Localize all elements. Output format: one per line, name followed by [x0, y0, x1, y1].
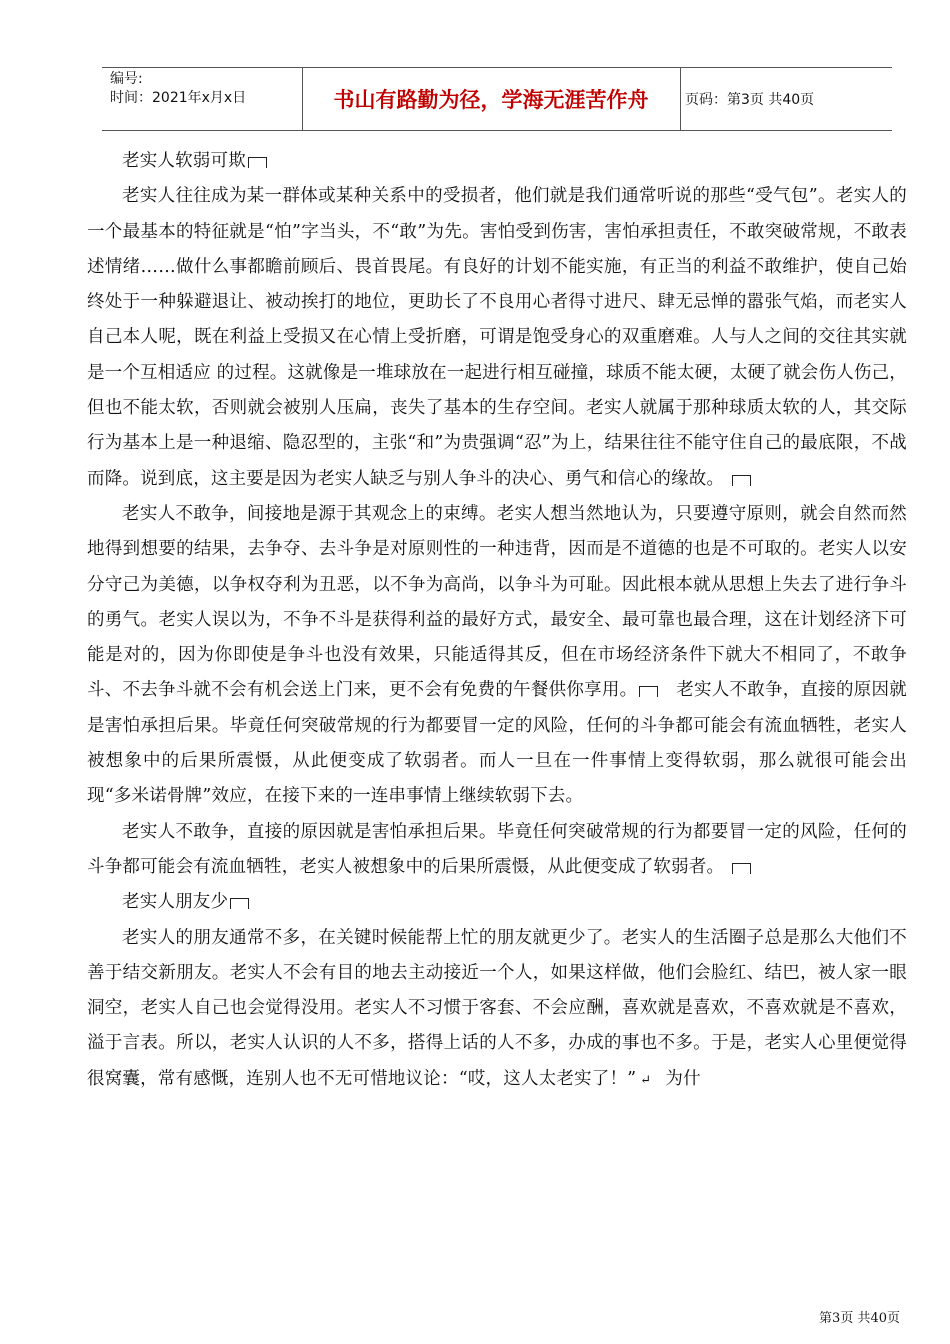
- paragraph: 老实人往往成为某一群体或某种关系中的受损者，他们就是我们通常听说的那些“受气包”。老实人的一个最基本的特征就是“怕”字当头，不“敢”为先。害怕受到伤害，害怕承担责任，不敢突破常规，不敢表述情绪……做什么事都瞻前顾后、畏首畏尾。有良好的计划不能实施，有正当的利益不敢维护，使自己始终处于一种躲避退让、被动挨打的地位，更助长了不良用心者得寸进尺、肆无忌惮的嚣张气焰，而老实人自己本人呢，既在利益上受损又在心情上受折磨，可谓是饱受身心的双重磨难。人与人之间的交往其实就是一个互相适应 的过程。这就像是一堆球放在一起进行相互碰撞，球质不能太硬，太硬了就会伤人伤己，但也不能太软，否则就会被别人压扁，丧失了基本的生存空间。老实人就属于那种球质太软的人，其交际行为基本上是一种退缩、隐忍型的，主张“和”为贵强调“忍”为上，结果往往不能守住自己的最底限，不战而降。说到底，这主要是因为老实人缺乏与别人争斗的决心、勇气和信心的缘故。: [87, 186, 907, 489]
- number-label: 编号:: [110, 71, 143, 87]
- page-footer: 第3页 共40页: [819, 1311, 900, 1326]
- header-divider: [302, 68, 303, 130]
- document-body: [87, 144, 907, 1098]
- paragraph: 老实人的朋友通常不多，在关键时候能帮上忙的朋友就更少了。老实人的生活圈子总是那么大他们不善于结交新朋友。老实人不会有目的地去主动接近一个人，如果这样做，他们会脸红、结巴，被人家一眼洞空，老实人自己也会觉得没用。老实人不习惯于客套、不会应酬，喜欢就是喜欢，不喜欢就是不喜欢，溢于言表。所以，老实人认识的人不多，搭得上话的人不多，办成的事也不多。于是，老实人心里便觉得很窝囊，常有感慨，连别人也不无可惜地议论：“哎，这人太老实了！” ↵ 为什: [87, 927, 907, 1089]
- paragraph-mark-icon: [248, 157, 267, 168]
- line-break-icon: ↵: [640, 1072, 652, 1088]
- paragraph-mark-icon: [732, 863, 751, 874]
- section-heading: 老实人朋友少: [87, 885, 907, 920]
- paragraph-mark-icon: [230, 898, 249, 909]
- header-meta: [110, 70, 300, 108]
- paragraph: 老实人不敢争，直接的原因就是害怕承担后果。毕竟任何突破常规的行为都要冒一定的风险，任何的斗争都可能会有流血牺牲，老实人被想象中的后果所震慑，从此便变成了软弱者。: [87, 821, 907, 877]
- time-label: 时间：2021年x月x日: [110, 90, 247, 106]
- header-motto: 书山有路勤为径，学海无涯苦作舟: [333, 87, 649, 112]
- paragraph-mark-icon: [639, 686, 658, 697]
- paragraph-mark-icon: [732, 475, 751, 486]
- section-heading: 老实人软弱可欺: [87, 144, 907, 179]
- header-divider: [680, 68, 681, 130]
- page-header: [102, 67, 892, 131]
- paragraph: 老实人不敢争，间接地是源于其观念上的束缚。老实人想当然地认为，只要遵守原则，就会自然而然地得到想要的结果，去争夺、去斗争是对原则性的一种违背，因而是不道德的也是不可取的。老实人以安分守己为美德，以争权夺利为丑恶，以不争为高尚，以争斗为可耻。因此根本就从思想上失去了进行争斗的勇气。老实人误以为，不争不斗是获得利益的最好方式，最安全、最可靠也最合理，这在计划经济下可能是对的，因为你即使是争斗也没有效果，只能适得其反，但在市场经济条件下就大不相同了，不敢争斗、不去争斗就不会有机会送上门来，更不会有免费的午餐供你享用。 老实人不敢争，直接的原因就是害怕承担后果。毕竟任何突破常规的行为都要冒一定的风险，任何的斗争都可能会有流血牺牲，老实人被想象中的后果所震慑，从此便变成了软弱者。而人一旦在一件事情上变得软弱，那么就很可能会出现“多米诺骨牌”效应，在接下来的一连串事情上继续软弱下去。: [87, 503, 907, 807]
- header-page-info: 页码：第3页 共40页: [685, 92, 815, 108]
